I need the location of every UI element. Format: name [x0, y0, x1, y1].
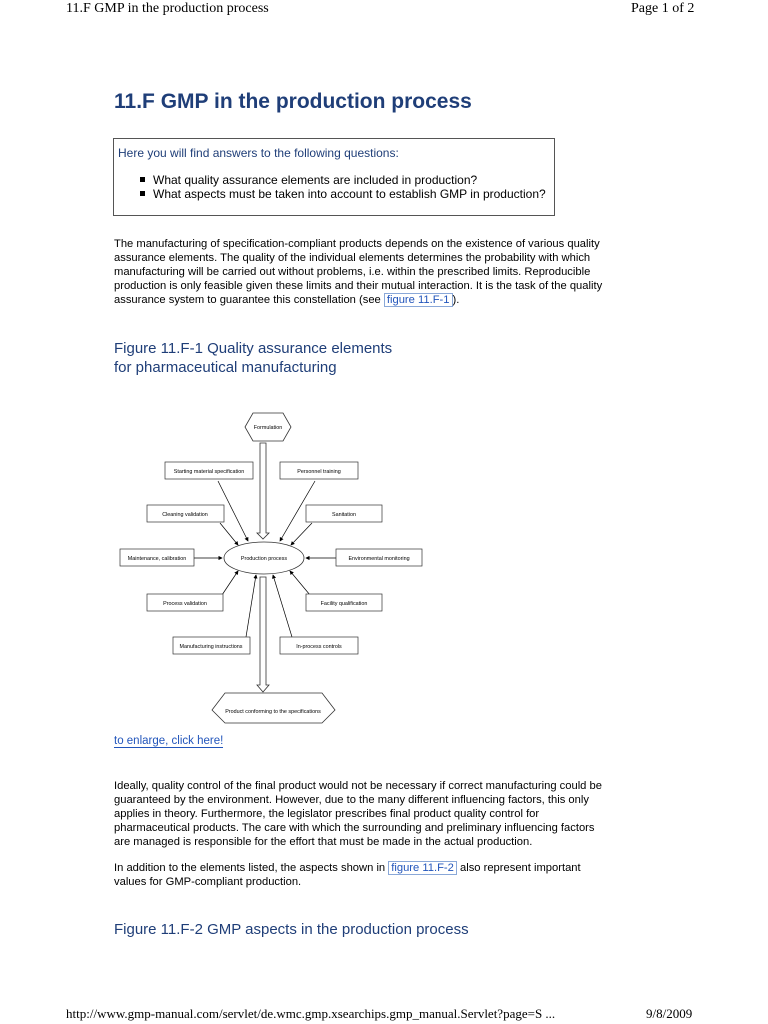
figure1-title-line: for pharmaceutical manufacturing [114, 359, 337, 376]
figure-11f2-link[interactable]: figure 11.F-2 [388, 861, 457, 875]
paragraph-line: guaranteed by the environment. However, due to the many different influencing factors, this only [114, 794, 589, 806]
product-label: Product conforming to the specifications [225, 709, 321, 715]
paragraph-text: also represent important [456, 862, 581, 874]
footer-url: http://www.gmp-manual.com/servlet/de.wmc.gmp.xsearchips.gmp_manual.Servlet?page=S ... [66, 1006, 556, 1021]
question-text: What quality assurance elements are included in production? [153, 173, 478, 187]
paragraph-line: production is only feasible given these limits and their mutual interaction. It is the task of the quality [114, 280, 603, 292]
question-item [140, 187, 546, 201]
intro-paragraph [114, 237, 654, 307]
paragraph-line: pharmaceutical products. The care with which the surrounding and preliminary influencing factors [114, 822, 595, 834]
figure-11f1-link[interactable]: figure 11.F-1 [384, 293, 453, 307]
paragraph-text: In addition to the elements listed, the aspects shown in [114, 862, 389, 874]
diagram-left-label: Manufacturing instructions [179, 644, 243, 650]
paragraph-text: ). [452, 294, 460, 306]
diagram-right-label: Sanitation [332, 512, 356, 518]
questions-intro: Here you will find answers to the following questions: [118, 146, 399, 160]
question-item [140, 173, 477, 187]
diagram-right-label: In-process controls [296, 644, 342, 650]
figure2-title: Figure 11.F-2 GMP aspects in the production process [114, 921, 469, 938]
formulation-label: Formulation [253, 425, 283, 431]
bullet-square-icon [140, 177, 145, 182]
diagram-left-label: Process validation [163, 601, 207, 607]
paragraph-line [114, 861, 654, 875]
header-doc-title: 11.F GMP in the production process [66, 1, 269, 16]
diagram-left-label: Cleaning validation [162, 512, 208, 518]
footer-date: 9/8/2009 [646, 1006, 693, 1021]
paragraph-text: assurance system to guarantee this constellation (see [114, 294, 384, 306]
paragraph-line: applies in theory. Furthermore, the legislator prescribes final product quality control for [114, 808, 540, 820]
diagram-right-label: Facility qualification [320, 601, 368, 607]
production-process-label: Production process [240, 556, 288, 562]
paragraph-line: manufacturing will be carried out without problems, i.e. within the prescribed limits. Reproducible [114, 266, 591, 278]
paragraph-line: The manufacturing of specification-compliant products depends on the existence of various quality [114, 238, 600, 250]
paragraph-line: Ideally, quality control of the final product would not be necessary if correct manufacturing could be [114, 780, 602, 792]
question-text: What aspects must be taken into account to establish GMP in production? [153, 187, 546, 201]
paragraph-line: assurance elements. The quality of the individual elements determines the probability with which [114, 252, 591, 264]
header-page-label: Page 1 of 2 [631, 1, 695, 16]
figure1-title [114, 339, 392, 377]
page-title: 11.F GMP in the production process [114, 90, 472, 113]
quality-control-paragraph [114, 779, 654, 849]
product-node [212, 693, 335, 723]
diagram-left-label: Maintenance, calibration [127, 556, 187, 562]
paragraph-line: are managed is responsible for the effort that must be made in the actual production. [114, 836, 533, 848]
enlarge-link[interactable]: to enlarge, click here! [114, 735, 224, 747]
bullet-square-icon [140, 191, 145, 196]
aspects-paragraph [114, 861, 654, 889]
paragraph-line: values for GMP-compliant production. [114, 876, 302, 888]
diagram-right-label: Personnel training [297, 469, 341, 475]
paragraph-line [114, 293, 654, 307]
formulation-node [245, 413, 291, 441]
quality-assurance-diagram [110, 405, 430, 725]
production-process-node [224, 542, 304, 574]
diagram-left-label: Starting material specification [173, 469, 245, 475]
figure1-title-line: Figure 11.F-1 Quality assurance elements [114, 340, 393, 357]
diagram-right-label: Environmental monitoring [348, 556, 410, 562]
